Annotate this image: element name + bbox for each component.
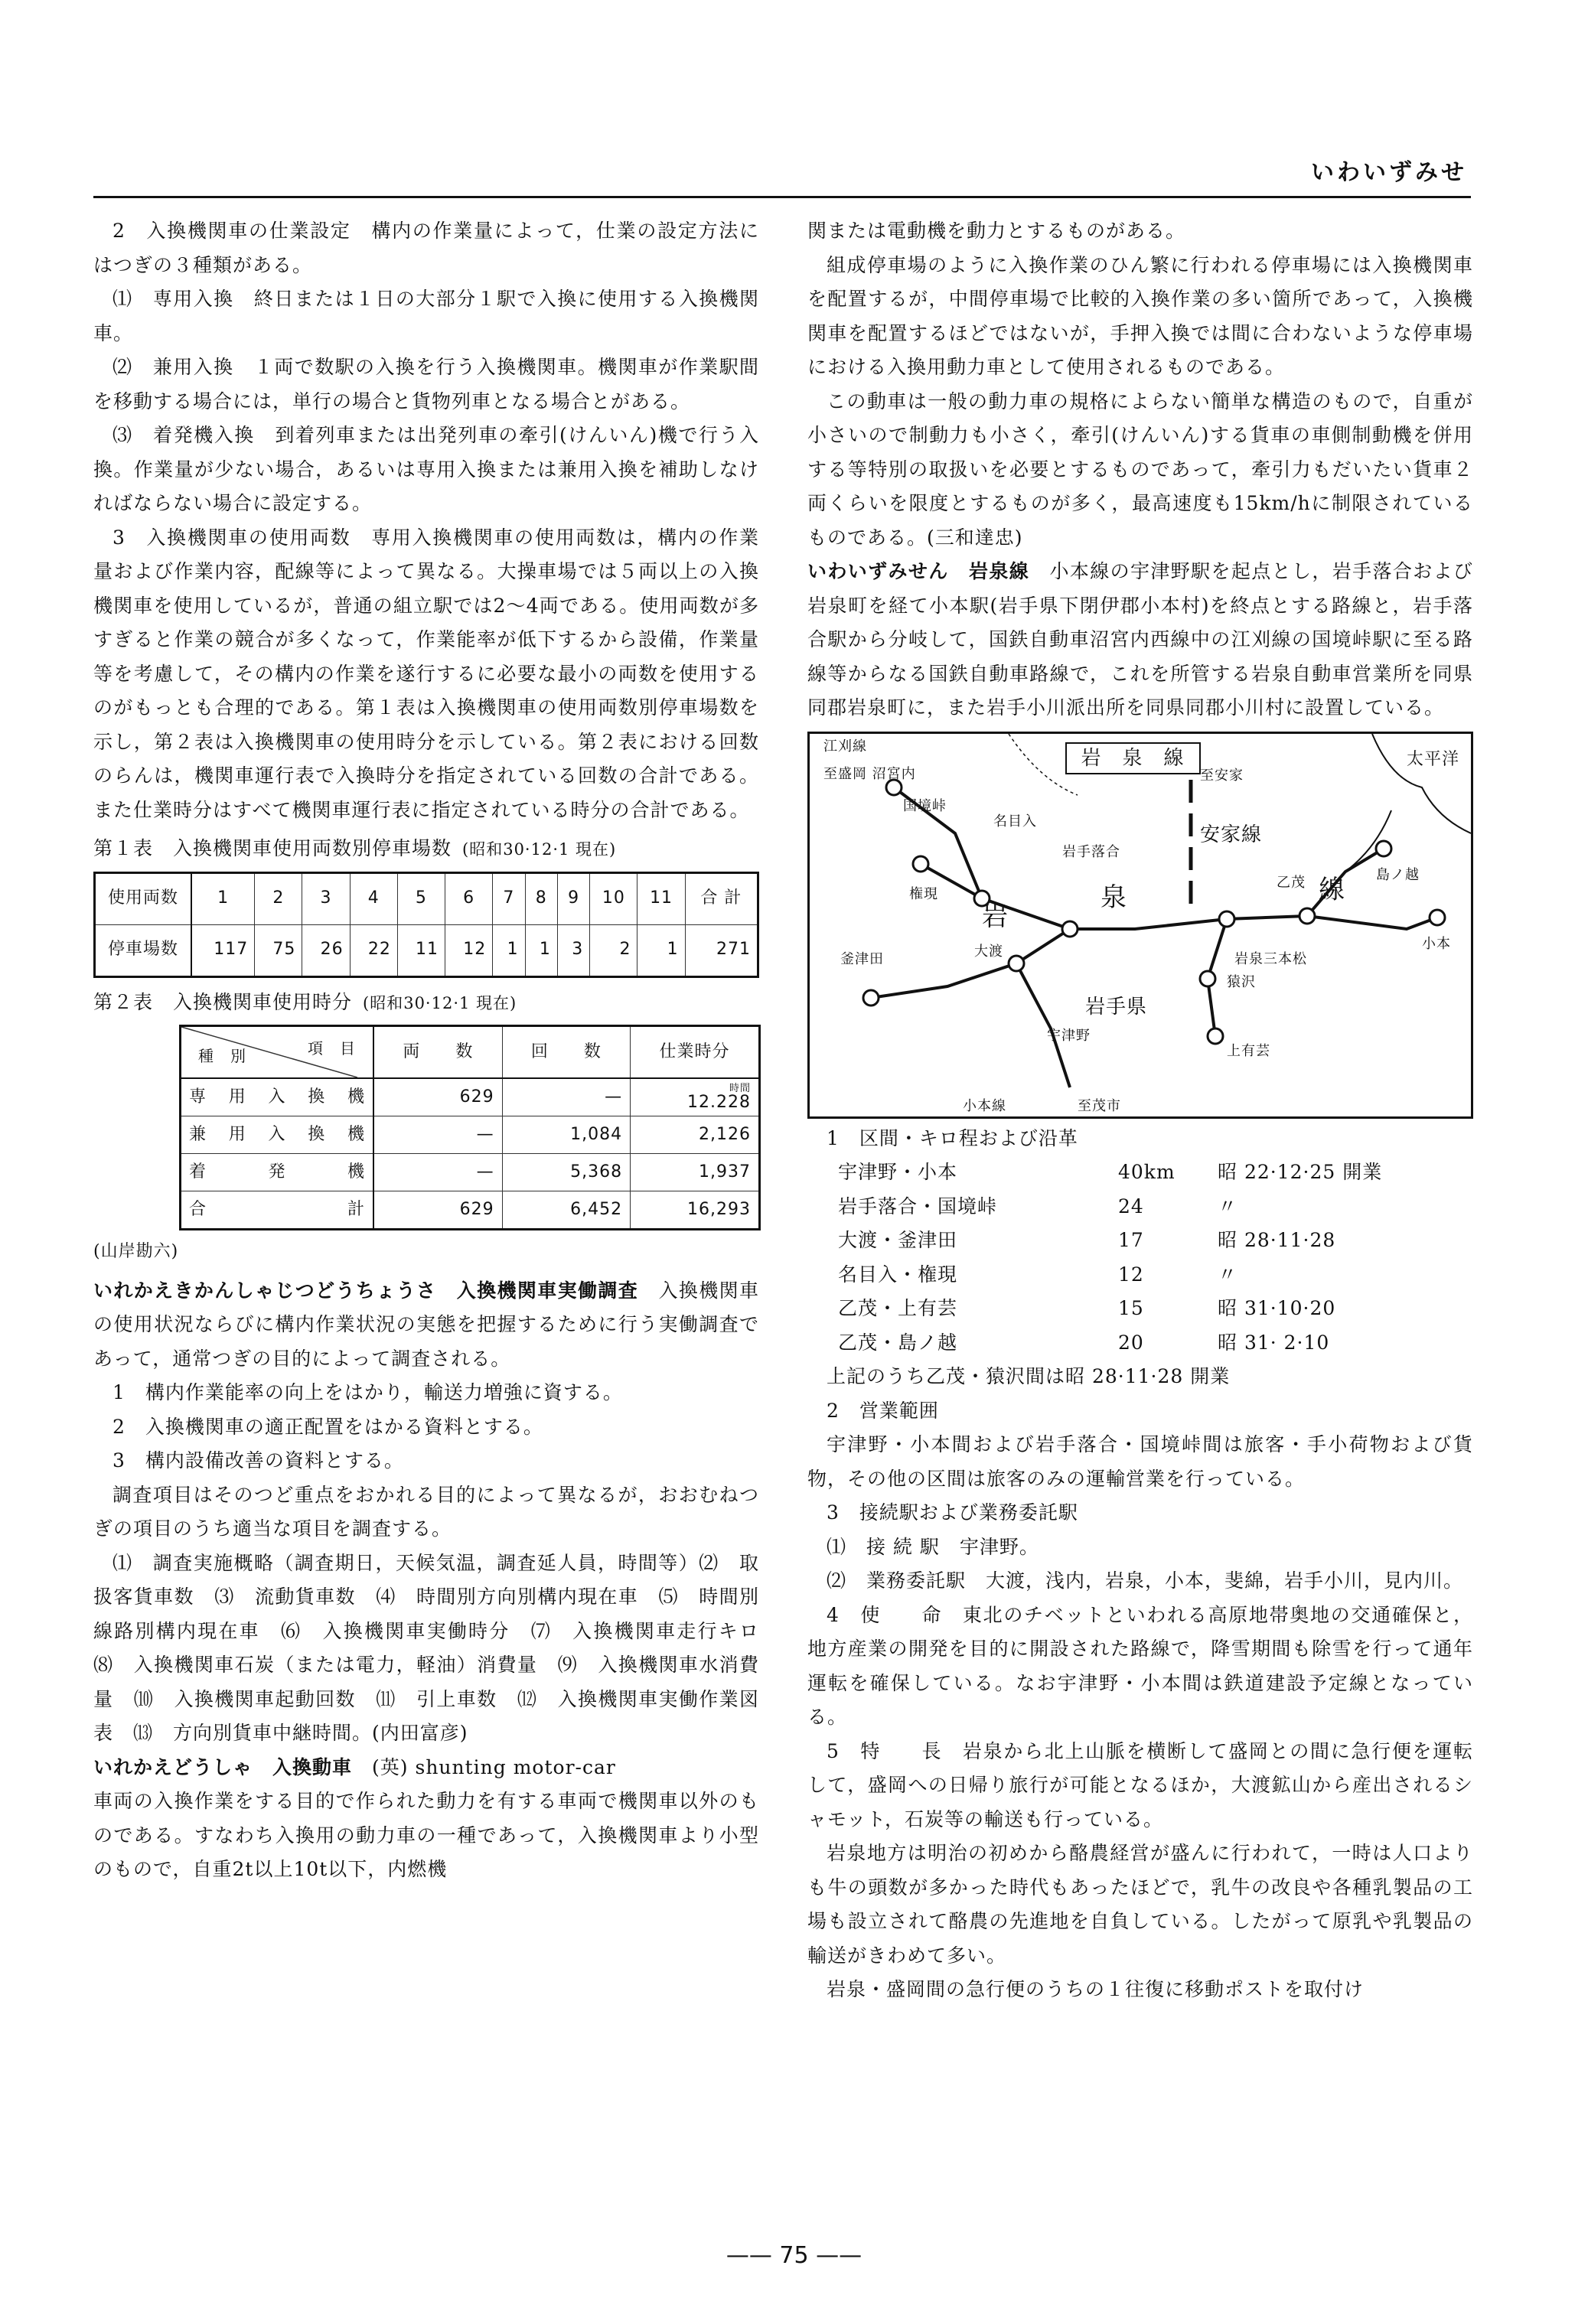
entry-jitsudo-chosa <box>93 1274 759 1377</box>
section-name: 岩手落合・国境峠 <box>838 1195 998 1217</box>
section-name: 宇津野・小本 <box>838 1161 958 1183</box>
table-cell: 1,084 <box>502 1116 630 1154</box>
map-label-omoto: 小本 <box>1422 935 1451 952</box>
paragraph: 調査項目はそのつど重点をおかれる目的によって異なるが，おおむねつぎの項目のうち適当な項目を調査する。 <box>93 1483 759 1540</box>
table-row <box>95 872 758 924</box>
paragraph: 2 入換機関車の仕業設定 構内の作業量によって，仕業の設定方法にはつぎの３種類がある。 <box>93 220 759 276</box>
section-date: 昭 31·10·20 <box>1218 1297 1336 1319</box>
list-item: ⑵ 業務委託駅 大渡，浅内，岩泉，小本，斐綿，岩手小川，見内川。 <box>827 1569 1464 1592</box>
cell-value: 12.228 <box>687 1093 751 1112</box>
right-column <box>807 214 1473 2007</box>
map-label-ekari: 江刈線 <box>823 738 867 755</box>
section-km: 40km <box>1118 1161 1176 1183</box>
map-label-izumi: 泉 <box>1101 882 1127 913</box>
table-cell: — <box>373 1154 502 1191</box>
row-label: 専用入換機 <box>181 1078 374 1116</box>
note: 上記のうち乙茂・猿沢間は昭 28·11·28 開業 <box>827 1365 1231 1387</box>
table-cell: 合 計 <box>685 872 758 924</box>
entry-body: 小本線の宇津野駅を起点とし，岩手落合および岩泉町を経て小本駅(岩手県下閉伊郡小本村)を終点とする路線と，岩手落合駅から分岐して，国鉄自動車沼宮内西線中の江刈線の国境峠駅に至る路線等からなる国鉄自動車路線で，これを所管する岩泉自動車営業所を同県同郡岩泉町に，また岩手小川派出所を同県同郡小川村に設置している。 <box>807 560 1473 719</box>
table-row <box>181 1154 760 1191</box>
row-label: 兼用入換機 <box>181 1116 374 1154</box>
table-cell <box>631 1078 760 1116</box>
section-date: 昭 28·11·28 <box>1218 1229 1336 1251</box>
section-heading: 2 営業範囲 <box>827 1399 939 1422</box>
paragraph: 岩泉・盛岡間の急行便のうちの１往復に移動ポストを取付け <box>827 1978 1365 2000</box>
paragraph: この動車は一般の動力車の規格によらない簡単な構造のもので，自重が小さいので制動力も小さく，牽引(けんいん)する貨車の車側制動機を併用する等特別の取扱いを必要とするものであって，牽引力もだいたい貨車２両くらいを限度とするものが多く，最高速度も15km/hに制限されているものである。(三和達忠) <box>807 390 1473 549</box>
table-cell: 2 <box>590 924 637 976</box>
station-omoto <box>1430 910 1445 925</box>
section-name: 乙茂・上有芸 <box>838 1297 958 1319</box>
paragraph: 4 使 命 東北のチベットといわれる高原地帯奥地の交通確保と，地方産業の開発を目的に開設された路線で，降雪期間も除雪を行って通年運転を確保している。なお宇津野・小本間は鉄道建設予定線となっている。 <box>807 1603 1473 1728</box>
table-cell: 117 <box>191 924 255 976</box>
distance-row <box>807 1326 1473 1361</box>
paragraph: 宇津野・小本間および岩手落合・国境峠間は旅客・手小荷物および貨物，その他の区間は旅客のみの運輸営業を行っている。 <box>807 1433 1473 1490</box>
list-item: ⑴ 接 続 駅 宇津野。 <box>827 1535 1039 1558</box>
list-item: 2 入換機関車の適正配置をはかる資料とする。 <box>112 1415 543 1438</box>
entry-body: 入換機関車の使用状況ならびに構内作業状況の実態を把握するために行う実働調査であって，通常つぎの目的によって調査される。 <box>93 1279 759 1370</box>
distance-row <box>807 1155 1473 1190</box>
map-label-shimanokoshi: 島ノ越 <box>1376 866 1420 883</box>
row-label: 合計 <box>181 1191 374 1230</box>
page-number: —— 75 —— <box>726 2242 862 2269</box>
table2-title: 第２表 入換機関車使用時分 <box>93 990 353 1013</box>
map-label-kokkyo: 国境峠 <box>903 797 947 814</box>
column-header: 両 数 <box>373 1026 502 1079</box>
entry-iwaizumi-sen <box>807 555 1473 725</box>
map-label-yokoyama: 至安家 <box>1200 767 1244 784</box>
table-cell: 5,368 <box>502 1154 630 1191</box>
station-otomo <box>1299 908 1315 924</box>
distance-row <box>807 1224 1473 1258</box>
table2 <box>179 1025 761 1230</box>
row-label: 着発機 <box>181 1154 374 1191</box>
map-title: 岩 泉 線 <box>1081 746 1185 770</box>
entry-headword: いれかえきかんしゃじつどうちょうさ 入換機関車実働調査 <box>93 1279 639 1302</box>
entry-headword: いわいずみせん 岩泉線 <box>807 560 1030 582</box>
header-rule <box>93 196 1471 198</box>
section-km: 17 <box>1118 1229 1144 1251</box>
table-row <box>181 1116 760 1154</box>
map-label-aniga: 安家線 <box>1200 823 1263 846</box>
kamatsuda-branch-line <box>871 929 1070 998</box>
map-label-gongen: 権現 <box>909 885 938 902</box>
section-heading: 3 接続駅および業務委託駅 <box>827 1501 1078 1524</box>
paragraph: 岩泉地方は明治の初めから酪農経営が盛んに行われて，一時は人口よりも牛の頭数が多かった時代もあったほどで，乳牛の改良や各種乳製品の工場も設立されて酪農の先進地を自負している。したがって原乳や乳製品の輸送がきわめて多い。 <box>807 1842 1473 1967</box>
table2-caption <box>93 986 759 1021</box>
section-km: 15 <box>1118 1297 1144 1319</box>
diag-top-label: 項 目 <box>308 1039 356 1058</box>
paragraph: 3 入換機関車の使用両数 専用入換機関車の使用両数は，構内の作業量および作業内容，配線等によって異なる。大操車場では５両以上の入換機関車を使用しているが，普通の組立駅では2〜4両である。使用両数が多すぎると作業の競合が多くなって，作業能率が低下するから設備，作業量等を考慮して，その構内の作業を遂行するに必要な最小の両数を使用するのがもっとも合理的である。第１表は入換機関車の使用両数別停車場数を示し，第２表は入換機関車の使用時分を示している。第２表における回数のらんは，機関車運行表で入換時分を指定されている回数の合計である。また仕業時分はすべて機関車運行表に指定されている時分の合計である。 <box>93 526 759 821</box>
table-cell: 7 <box>493 872 525 924</box>
section-date: 昭 22·12·25 開業 <box>1218 1161 1383 1183</box>
column-header: 回 数 <box>502 1026 630 1079</box>
table-cell: 1 <box>637 924 685 976</box>
section-name: 名目入・権現 <box>838 1263 958 1286</box>
table-cell: 3 <box>557 924 589 976</box>
table1 <box>93 872 759 978</box>
station-kamatsuda <box>863 990 879 1006</box>
map-label-otomo: 乙茂 <box>1277 874 1306 891</box>
table-cell: 22 <box>350 924 397 976</box>
table-cell: 2 <box>255 872 302 924</box>
map-label-shimoyamai: 至茂市 <box>1078 1097 1121 1114</box>
map-label-utsuno: 宇津野 <box>1047 1027 1091 1044</box>
coastline-boundary <box>1372 734 1471 833</box>
table-cell: 1,937 <box>631 1154 760 1191</box>
english-term: (英) shunting motor-car <box>372 1755 616 1778</box>
table-cell: 16,293 <box>631 1191 760 1230</box>
table-cell: 1 <box>493 924 525 976</box>
left-column <box>93 214 780 1887</box>
table-cell: 5 <box>397 872 445 924</box>
table-row <box>181 1191 760 1230</box>
table1-date: (昭和30·12·1 現在) <box>462 840 617 859</box>
station-shimanokoshi <box>1376 841 1391 856</box>
entry-irekae-dosha <box>93 1751 759 1785</box>
table-cell: 1 <box>191 872 255 924</box>
section-heading: 1 区間・キロ程および沿革 <box>827 1126 1078 1149</box>
running-head: いわいずみせ <box>1311 159 1467 186</box>
omoto-line <box>1016 963 1070 1087</box>
table-cell: 4 <box>350 872 397 924</box>
column-header: 仕業時分 <box>631 1026 760 1079</box>
route-map <box>807 732 1473 1119</box>
table1-caption <box>93 832 759 867</box>
paragraph: 組成停車場のように入換作業のひん繁に行われる停車場には入換機関車を配置するが，中間停車場で比較的入換作業の多い箇所であって，入換機関車を配置するほどではないが，手押入換では間に合わないような停車場における入換用動力車として使用されるものである。 <box>807 253 1473 378</box>
table-cell: 8 <box>525 872 557 924</box>
table-row <box>95 924 758 976</box>
entry-body: 車両の入換作業をする目的で作られた動力を有する車両で機関車以外のものである。すなわち入換用の動力車の一種であって，入換機関車より小型のもので，自重2t以上10t以下，内燃機 <box>93 1790 759 1880</box>
map-label-omotosen: 小本線 <box>963 1097 1006 1114</box>
section-name: 乙茂・島ノ越 <box>838 1331 958 1354</box>
table-row <box>181 1078 760 1116</box>
table-cell: — <box>373 1116 502 1154</box>
table-cell: 3 <box>302 872 350 924</box>
table-cell: 75 <box>255 924 302 976</box>
station-iwaizumi <box>1219 911 1234 927</box>
paragraph: ⑶ 着発機入換 到着列車または出発列車の牽引(けんいん)機で行う入換。作業量が少ない場合，あるいは専用入換または兼用入換を補助しなければならない場合に設定する。 <box>93 424 759 514</box>
station-owatari <box>1009 956 1024 971</box>
table-cell: 6 <box>445 872 493 924</box>
table1-title: 第１表 入換機関車使用両数別停車場数 <box>93 837 452 859</box>
map-label-sen: 線 <box>1319 874 1345 905</box>
distance-row <box>807 1190 1473 1224</box>
map-label-iwaizumi: 岩泉三本松 <box>1234 950 1307 967</box>
paragraph: ⑵ 兼用入換 １両で数駅の入換を行う入換機関車。機関車が作業駅間を移動する場合には，単行の場合と貨物列車となる場合とがある。 <box>93 356 759 412</box>
paragraph: 5 特 長 岩泉から北上山脈を横断して盛岡との間に急行便を運転して，盛岡への日帰り旅行が可能となるほか，大渡鉱山から産出されるシャモット，石炭等の輸送も行っている。 <box>807 1739 1473 1830</box>
section-km: 12 <box>1118 1263 1144 1286</box>
paragraph: 関または電動機を動力とするものがある。 <box>807 220 1186 242</box>
section-name: 大渡・釜津田 <box>838 1229 958 1251</box>
map-label-taiheiyo: 太平洋 <box>1407 749 1460 769</box>
list-item: 1 構内作業能率の向上をはかり，輸送力増強に資する。 <box>112 1381 623 1403</box>
list-item: 3 構内設備改善の資料とする。 <box>112 1449 404 1472</box>
author-credit: (山岸勘六) <box>93 1242 179 1261</box>
station-kamiuge <box>1208 1028 1223 1044</box>
diagonal-header-cell <box>181 1026 374 1079</box>
table2-date: (昭和30·12·1 現在) <box>363 993 517 1012</box>
section-km: 24 <box>1118 1195 1144 1217</box>
station-iwatei-ochiai <box>1062 921 1078 937</box>
table-cell: 271 <box>685 924 758 976</box>
table-cell: 629 <box>373 1078 502 1116</box>
table-cell: 26 <box>302 924 350 976</box>
section-date: 〃 <box>1218 1263 1238 1286</box>
section-km: 20 <box>1118 1331 1144 1354</box>
station-kokkyo <box>886 780 902 795</box>
main-route-line <box>894 787 1437 929</box>
diag-bottom-label: 種 別 <box>198 1046 246 1065</box>
map-label-owatari: 大渡 <box>974 943 1003 960</box>
entry-headword: いれかえどうしゃ 入換動車 <box>93 1755 353 1778</box>
paragraph: ⑴ 専用入換 終日または１日の大部分１駅で入換に使用する入換機関車。 <box>93 288 759 344</box>
distance-row <box>807 1292 1473 1326</box>
distance-row <box>807 1258 1473 1292</box>
table-cell: 10 <box>590 872 637 924</box>
map-label-numakunai: 至盛岡 沼宮内 <box>823 765 916 782</box>
table-cell: 9 <box>557 872 589 924</box>
map-label-kamiuge: 上有芸 <box>1227 1042 1270 1059</box>
section-date: 昭 31· 2·10 <box>1218 1331 1330 1354</box>
unit-label: 時間 <box>729 1083 751 1094</box>
section-date: 〃 <box>1218 1195 1238 1217</box>
station-gongen <box>913 856 928 872</box>
row-header: 使用両数 <box>95 872 192 924</box>
distance-table <box>807 1155 1473 1360</box>
table-cell: — <box>502 1078 630 1116</box>
table-cell: 11 <box>637 872 685 924</box>
table-cell: 1 <box>525 924 557 976</box>
map-label-iwa: 岩 <box>982 901 1009 932</box>
table-cell: 6,452 <box>502 1191 630 1230</box>
table-cell: 629 <box>373 1191 502 1230</box>
table-cell: 12 <box>445 924 493 976</box>
table-cell: 2,126 <box>631 1116 760 1154</box>
map-label-kamatsuda: 釜津田 <box>840 950 884 967</box>
table-cell: 11 <box>397 924 445 976</box>
table-header-row <box>181 1026 760 1079</box>
map-label-iwatei-ochiai: 岩手落合 <box>1062 843 1120 860</box>
station-sarusawa <box>1200 971 1215 986</box>
map-label-sarusawa: 猿沢 <box>1227 973 1256 990</box>
map-label-nameirii: 名目入 <box>993 813 1037 830</box>
map-label-iwatekken: 岩手県 <box>1085 995 1148 1019</box>
paragraph: ⑴ 調査実施概略（調査期日，天候気温，調査延人員，時間等）⑵ 取扱客貨車数 ⑶ 流動貨車数 ⑷ 時間別方向別構内現在車 ⑸ 時間別線路別構内現在車 ⑹ 入換機関車実働時分 ⑺ 入換機関車走行キロ ⑻ 入換機関車石炭（または電力，軽油）消費量 ⑼ 入換機関車水消費量 ⑽ 入換機関車起動回数 ⑾ 引上車数 ⑿ 入換機関車実働作業図表 ⒀ 方向別貨車中継時間。(内田富彦) <box>93 1551 780 1744</box>
row-header: 停車場数 <box>95 924 192 976</box>
